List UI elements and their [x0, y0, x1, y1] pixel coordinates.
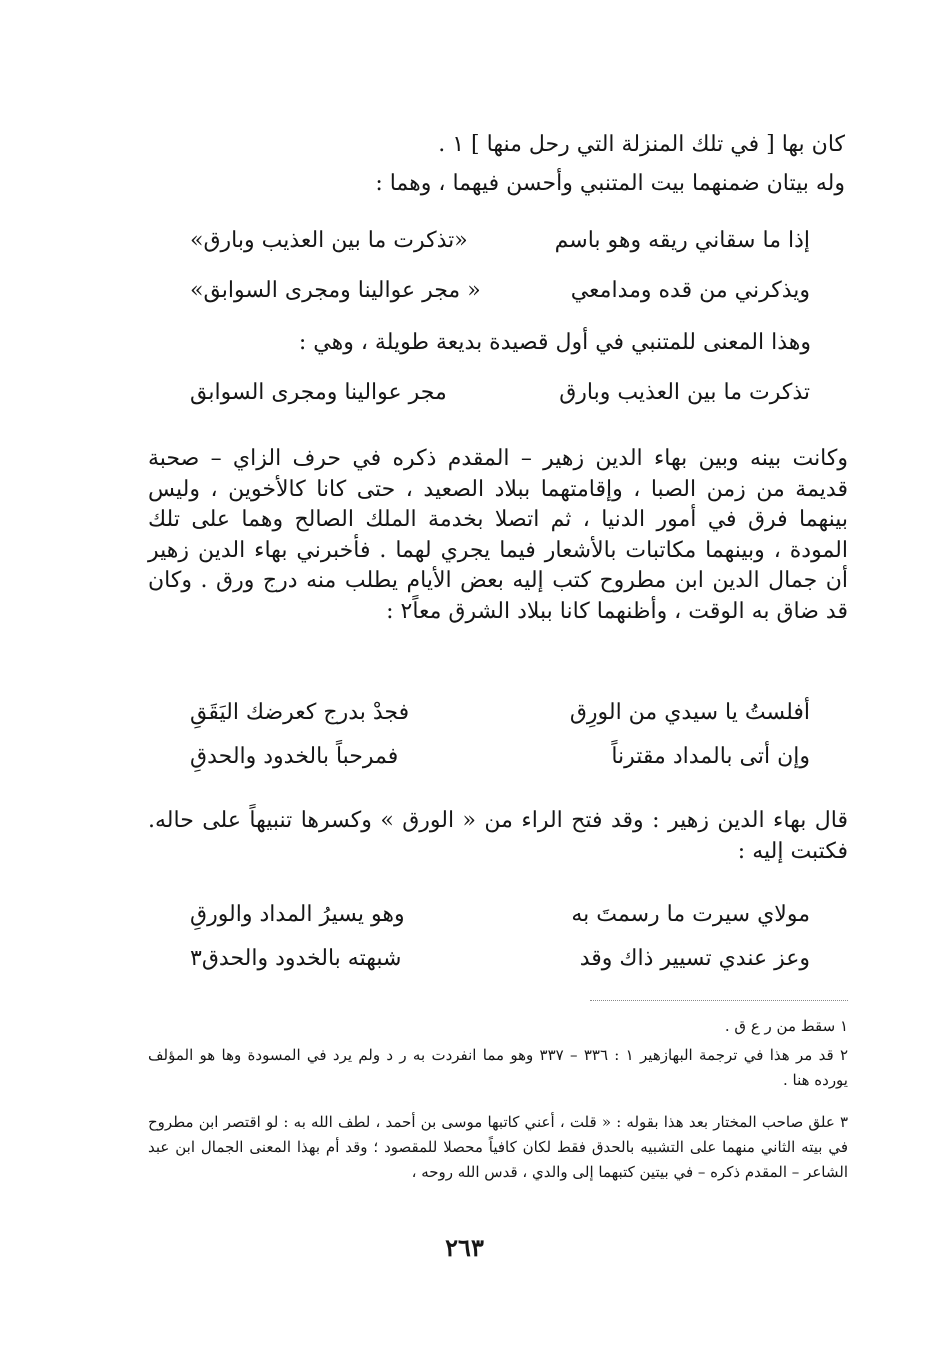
verse-a-1 [190, 228, 810, 268]
paragraph-1: وكانت بينه وبين بهاء الدين زهير – المقدم ذكره في حرف الزاي – صحبة قديمة من زمن الصبا ، وإقامتهما ببلاد الصعيد ، حتى كانا كالأخوين ، وليس بينهما فرق في أمور الدنيا ، ثم اتصلا بخدمة الملك الصالح وهما على تلك المودة ، وبينهما مكاتبات بالأشعار فيما يجري لهما . فأخبرني بهاء الدين زهير أن جمال الدين ابن مطروح كتب إليه بعض الأيام يطلب منه درج ورق . وكان قد ضاق به الوقت ، وأظنهما كانا ببلاد الشرق معاً٢ : [148, 446, 848, 624]
verse-c-1-first-hemistich: أفلستُ يا سيدي من الورِق [569, 700, 810, 725]
footnote-1: ١ سقط من ر ع ق . [724, 1017, 848, 1035]
verse-d-1 [190, 902, 810, 942]
paragraph-2: قال بهاء الدين زهير : وقد فتح الراء من « الورق » وكسرها تنبيهاً على حاله. فكتبت إليه : [148, 808, 848, 864]
footnote-2: ٢ قد مر هذا في ترجمة البهازهير ١ : ٣٣٦ – ٣٣٧ وهو مما انفردت به ر د ولم يرد في المسودة وها هو المؤلف يورده هنا . [148, 1046, 848, 1089]
verse-c-2-second-hemistich: فمرحباً بالخدود والحدقِ [190, 744, 399, 769]
verse-d-1-first-hemistich: مولاي سيرت ما رسمتَ به [571, 902, 810, 927]
verse-b-first-hemistich: تذكرت ما بين العذيب وبارق [559, 380, 810, 405]
verse-b-second-hemistich: مجر عوالينا ومجرى السوابق [190, 380, 447, 405]
text-line-3: وهذا المعنى للمتنبي في أول قصيدة بديعة طويلة ، وهي : [298, 330, 811, 355]
verse-a-1-second-hemistich: «تذكرت ما بين العذيب وبارق» [190, 228, 468, 253]
verse-b [190, 380, 810, 420]
verse-c-2-first-hemistich: وإن أتى بالمداد مقترناً [611, 744, 810, 769]
verse-a-2-first-hemistich: ويذكرني من قده ومدامعي [570, 278, 810, 303]
verse-a-1-first-hemistich: إذا ما سقاني ريقه وهو باسم [554, 228, 810, 253]
text-line-1: كان بها [ في تلك المنزلة التي رحل منها ] ١ . [438, 132, 845, 157]
verse-d-2-second-hemistich: شبهته بالخدود والحدق٣ [190, 946, 402, 971]
verse-a-2-second-hemistich: « مجر عوالينا ومجرى السوابق» [190, 278, 481, 303]
footnote-separator [590, 1000, 848, 1001]
verse-d-1-second-hemistich: وهو يسيرُ المداد والورقِ [190, 902, 405, 927]
verse-c-2 [190, 744, 810, 784]
verse-c-1 [190, 700, 810, 740]
verse-a-2 [190, 278, 810, 318]
text-line-2: وله بيتان ضمنهما بيت المتنبي وأحسن فيهما ، وهما : [375, 171, 845, 196]
verse-d-2-first-hemistich: وعز عندي تسيير ذاك وقد [579, 946, 810, 971]
verse-d-2 [190, 946, 810, 986]
footnote-3: ٣ علق صاحب المختار بعد هذا بقوله : « قلت ، أعني كاتبها موسى بن أحمد ، لطف الله به : لو اقتصر ابن مطروح في بيته الثاني منهما على التشبيه بالحدق فقط لكان كافياً محصلا للمقصود ؛ وقد أم بهذا المعنى الجمال ابن عبد الشاعر – المقدم ذكره – في بيتين كتبهما إلى والدي ، قدس الله روحه ، [148, 1113, 848, 1181]
verse-c-1-second-hemistich: فجدْ بدرج كعرضك اليَقَقِ [190, 700, 410, 725]
page-number: ٢٦٣ [445, 1233, 484, 1262]
